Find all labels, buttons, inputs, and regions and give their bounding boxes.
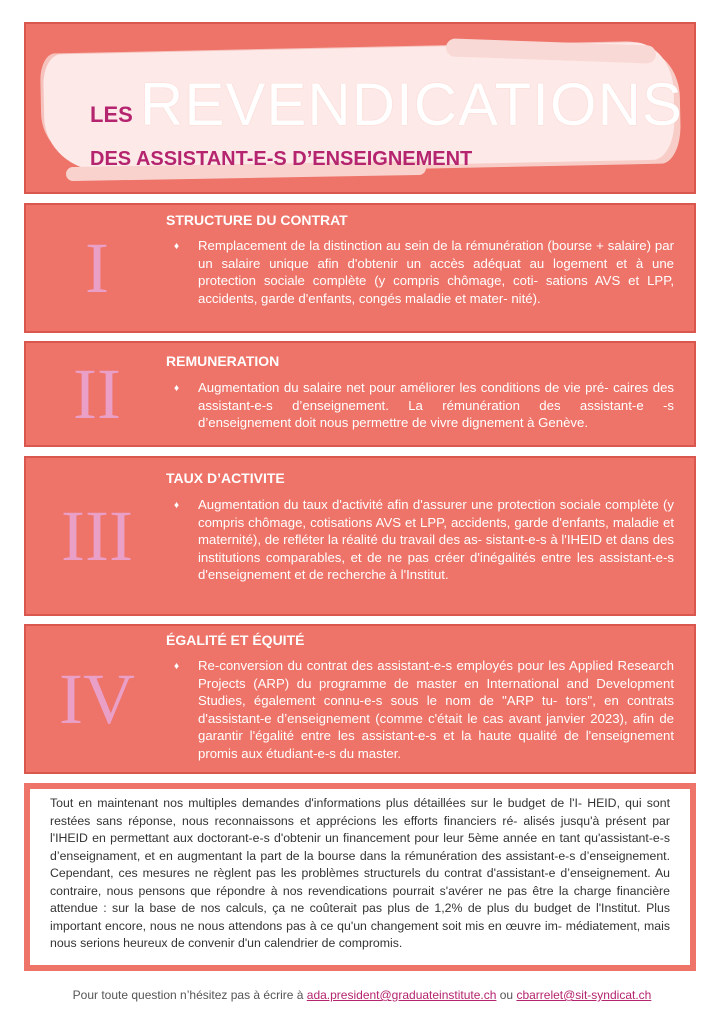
email-link-sit[interactable]: cbarrelet@sit-syndicat.ch [516,988,652,1002]
section-text: Re-conversion du contrat des assistant-e-s employés pour les Applied Research Projects (ARP) du programme de master en International and Development Studies, également connu-e-s sous le nom de "ARP tu- tors", en contrats d'assistant-e d’enseignement (comme c'était le cas avant janvier 2023), afin de garantir l'égalité entre les assistant-e-s et la haute qualité de l'enseignement promis aux étudiant-e-s du master. [198,658,674,761]
email-link-ada[interactable]: ada.president@graduateinstitute.ch [306,988,497,1002]
footer-contact [0,988,724,1002]
section-title: TAUX D’ACTIVITE [166,470,285,486]
section-title: STRUCTURE DU CONTRAT [166,212,348,228]
section-egalite-et-equite [24,624,696,774]
section-title: REMUNERATION [166,353,280,369]
bullet-diamond-icon: ♦ [174,661,180,672]
section-text: Remplacement de la distinction au sein de la rémunération (bourse + salaire) par un salaire unique afin d'obtenir un accès adéquat au logement et à une protection sociale complète (y compris chômage, coti- sations AVS et LPP, accidents, garde d'enfants, congés maladie et mater- nité). [198,238,674,306]
footer-middle: ou [496,988,517,1002]
section-title: ÉGALITÉ ET ÉQUITÉ [166,632,305,648]
footer-prefix: Pour toute question n’hésitez pas à écrire à [72,988,307,1002]
section-text: Augmentation du salaire net pour améliorer les conditions de vie pré- caires des assistant-e-s d’enseignement. La rémunération des assistant-e -s d’enseignement doit nous permettre de vivre dignement à Genève. [198,380,674,431]
bullet-diamond-icon: ♦ [174,383,180,394]
page-subtitle: DES ASSISTANT-E-S D’ENSEIGNEMENT [90,148,473,170]
title-prefix: LES [90,102,133,127]
section-taux-d-activite [24,456,696,616]
section-structure-du-contrat [24,203,696,333]
section-numeral: III [61,495,133,576]
page-title: REVENDICATIONS [140,71,683,138]
section-numeral: IV [59,658,135,739]
bullet-diamond-icon: ♦ [174,241,180,252]
section-numeral: I [85,227,109,308]
bullet-diamond-icon: ♦ [174,500,180,511]
section-numeral: II [73,353,121,434]
section-text: Augmentation du taux d'activité afin d'assurer une protection sociale complète (y compris chômage, cotisations AVS et LPP, accidents, garde d'enfants, maladie et maternité), de refléter la réalité du travail des as- sistant-e-s à l'IHEID et dans des institutions comparables, et de ne pas créer d'inégalités entre les assistant-e-s d'enseignement et de recherche à l'Institut. [198,497,674,583]
summary-text: Tout en maintenant nos multiples demandes d'informations plus détaillées sur le budget de l'I- HEID, qui sont restées sans réponse, nous reconnaissons et apprécions les efforts financiers ré- alisés jusqu'à présent par l'IHEID en permettant aux doctorant-e-s d'obtenir un financement pour leur 5ème année en tant qu'assistant-e-s d’enseignament, et en augmentant la part de la bourse dans la rémunération des assistant-e-s d’enseignement. Cependant, ces mesures ne règlent pas les problèmes structurels du contrat d'assistant-e d’enseignement. Au contraire, nous pensons que répondre à nos revendications pourrait s'avérer ne pas être la charge financière attendue : sur la base de nos calculs, ça ne coûterait pas plus de 1,2% de plus du budget de l'Institut. Plus important encore, nous ne nous attendons pas à ce qu'un changement soit mis en œuvre im- médiatement, mais nous serions heureux de convenir d'un calendrier de compromis. [50,796,670,950]
summary-box [24,783,696,971]
section-remuneration [24,341,696,447]
header-banner [24,22,696,194]
